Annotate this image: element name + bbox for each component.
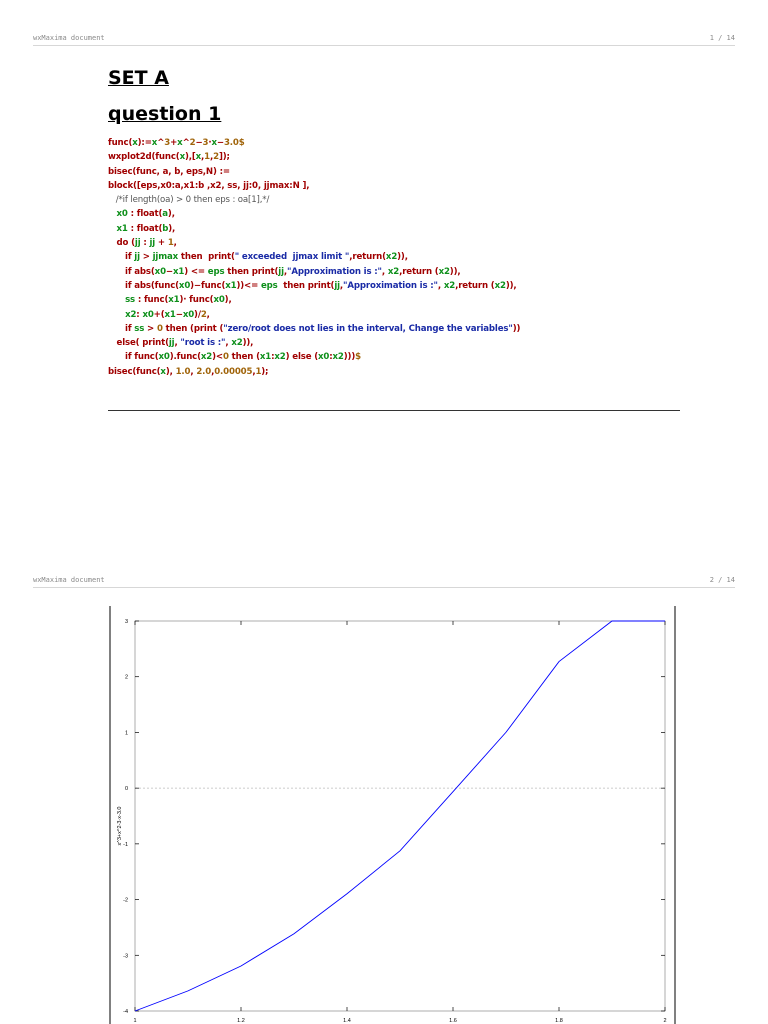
function-curve (135, 621, 665, 1011)
code-token: : func( (135, 295, 169, 306)
header-doc-name: wxMaxima document (33, 576, 105, 584)
code-token: x2 (231, 338, 243, 349)
code-token: − (165, 266, 173, 277)
code-token: "root is :" (180, 338, 226, 349)
code-token: : float( (127, 209, 163, 220)
code-token: ))<= (236, 280, 261, 291)
code-line (108, 179, 688, 193)
code-token: bisec(func, a, b, eps,N) := (108, 166, 230, 177)
code-divider (108, 410, 680, 411)
code-line (108, 293, 688, 307)
y-tick-label: -1 (123, 841, 128, 848)
code-token: x2 (274, 352, 286, 363)
code-token: − (175, 309, 183, 320)
code-token: )< (212, 352, 223, 363)
code-line (108, 222, 688, 236)
code-token: eps (260, 280, 278, 291)
code-token: jj (149, 238, 156, 249)
code-token: 1 (255, 366, 262, 377)
code-token: jj (134, 238, 141, 249)
code-token: block([eps,x0:a,x1:b ,x2, ss, jj:0, jjmax:N ], (108, 180, 310, 191)
plot-area-frame (135, 621, 665, 1011)
code-token: − (216, 138, 224, 148)
code-token: , (252, 366, 256, 377)
code-token: ]); (218, 152, 230, 163)
code-token: , (206, 309, 210, 320)
code-token: 3.0 (223, 138, 239, 148)
code-token: eps (207, 266, 225, 277)
code-token: if abs( (108, 266, 155, 277)
code-token: x (160, 366, 166, 377)
code-token: $ (238, 138, 245, 148)
code-token: , (174, 338, 181, 349)
header-page-number: 1 / 14 (709, 34, 735, 42)
code-line (108, 250, 688, 264)
code-token: if abs(func( (108, 280, 179, 291)
code-line (108, 236, 688, 250)
page-2-header (33, 575, 735, 588)
code-token: ); (261, 366, 269, 377)
code-token: else( print( (108, 338, 169, 349)
y-axis-label: x^3+x^2-3·x-3.0 (117, 806, 123, 846)
code-token: x (132, 138, 138, 148)
code-token: +( (153, 309, 165, 320)
code-token: jj (278, 266, 284, 277)
y-tick-label: 1 (124, 730, 128, 737)
code-token: if func( (108, 352, 159, 363)
y-tick-label: 2 (124, 674, 128, 681)
header-page-number: 2 / 14 (709, 576, 735, 584)
code-token: "Approximation is :" (287, 266, 382, 277)
x-tick-label: 2 (663, 1018, 667, 1024)
code-token: · (208, 138, 212, 148)
code-token: − (195, 138, 203, 148)
code-token: x (179, 152, 185, 163)
code-token: ) <= (184, 266, 208, 277)
code-line (108, 193, 688, 207)
section-title: SET A (108, 67, 169, 89)
maxima-code-block[interactable] (108, 136, 688, 379)
code-token: x2 (385, 252, 398, 263)
code-token: ), (224, 295, 232, 306)
code-token: 1 (167, 238, 174, 249)
code-token: )), (449, 266, 461, 277)
code-token: ^ (182, 138, 190, 148)
code-token: bisec(func( (108, 366, 161, 377)
code-token: )), (242, 338, 254, 349)
code-token: x1 (116, 223, 128, 234)
header-doc-name: wxMaxima document (33, 34, 105, 42)
code-token: jj (334, 280, 340, 291)
code-token: )· func( (179, 295, 214, 306)
code-token: , (437, 280, 444, 291)
code-line (108, 322, 688, 336)
code-token: x2 (125, 309, 137, 320)
code-token: ))) (343, 352, 356, 363)
code-token: x0 (154, 266, 166, 277)
code-token: ,return ( (399, 266, 439, 277)
code-token: > (139, 252, 153, 263)
code-token: x (195, 152, 202, 163)
code-token: , (381, 266, 388, 277)
code-token: a (162, 209, 168, 220)
code-token: 2 (213, 152, 219, 163)
code-token: x0 (182, 309, 195, 320)
code-token: /*if length(oa) > 0 then eps : oa[1],*/ (108, 195, 270, 206)
code-token: x2 (387, 266, 400, 277)
code-token: x0 (178, 280, 191, 291)
code-token: then ( (228, 352, 260, 363)
code-token: )−func( (190, 280, 226, 291)
code-token: , (210, 152, 214, 163)
code-token: 0 (222, 352, 229, 363)
x-tick-label: 1 (133, 1018, 137, 1024)
code-token: : (140, 238, 150, 249)
y-tick-label: -3 (123, 953, 128, 960)
code-token: then print( (178, 252, 235, 263)
code-token: x1 (259, 352, 272, 363)
code-token: x2 (494, 280, 506, 291)
page-1-header (33, 33, 735, 46)
x-tick-label: 1.2 (237, 1018, 245, 1024)
code-token: $ (355, 352, 361, 363)
code-token (108, 209, 117, 219)
code-token: x1 (164, 309, 176, 320)
code-token: x2 (443, 280, 456, 291)
y-tick-label: -2 (123, 897, 128, 904)
code-token: 0 (156, 323, 163, 334)
code-token: if (108, 252, 135, 263)
code-token: 1 (204, 152, 211, 163)
code-token: x (177, 138, 183, 148)
function-plot (100, 606, 680, 1024)
code-line (108, 365, 688, 379)
code-token: , (225, 338, 232, 349)
code-line (108, 308, 688, 322)
code-token (108, 310, 125, 320)
code-token: : (329, 352, 333, 363)
code-token: , (173, 238, 177, 249)
code-token: ), (165, 366, 176, 377)
code-token: 2 (200, 309, 207, 320)
code-token: x0 (142, 309, 154, 320)
code-token: )) (512, 323, 521, 334)
code-token: x2 (332, 352, 344, 363)
code-token: 2.0 (196, 366, 212, 377)
code-token: "Approximation is :" (343, 280, 438, 291)
code-token: ), (167, 209, 175, 220)
code-token: : (271, 352, 275, 363)
code-token: ss (134, 323, 145, 334)
code-token: 3 (164, 138, 171, 148)
code-token (108, 224, 117, 234)
y-tick-label: 0 (124, 786, 128, 793)
code-token: jj (134, 252, 140, 263)
code-token: )), (505, 280, 517, 291)
code-token: 2 (189, 138, 196, 148)
code-token: ) else ( (285, 352, 318, 363)
code-token: then print( (277, 280, 335, 291)
code-token: , (201, 152, 205, 163)
code-token: ss (125, 295, 135, 306)
x-tick-label: 1.6 (449, 1018, 457, 1024)
code-token: do ( (108, 238, 135, 249)
code-token: func( (108, 138, 133, 148)
x-tick-label: 1.4 (343, 1018, 351, 1024)
code-token: x0 (158, 352, 170, 363)
code-token: x2 (200, 352, 213, 363)
code-token: "zero/root does not lies in the interval, Change the variables" (223, 323, 513, 334)
code-token: ,return ( (455, 280, 495, 291)
code-token: x0 (318, 352, 330, 363)
code-line (108, 207, 688, 221)
code-token: x2 (438, 266, 450, 277)
code-token: b (162, 223, 169, 234)
y-tick-label: 3 (124, 619, 128, 625)
code-line (108, 350, 688, 364)
code-token: > (144, 323, 157, 334)
code-token: 0.00005 (214, 366, 253, 377)
code-token: , (283, 266, 288, 277)
code-token: wxplot2d(func( (108, 152, 180, 163)
code-token: : (136, 309, 143, 320)
code-token: ^ (157, 138, 165, 148)
code-token: , (339, 280, 344, 291)
code-token: , (211, 366, 215, 377)
code-line (108, 336, 688, 350)
code-token: )/ (194, 309, 201, 320)
code-line (108, 136, 688, 150)
code-token: ), (168, 223, 176, 234)
code-token: then (print ( (162, 323, 224, 334)
code-token: jj (168, 338, 175, 349)
code-token: jjmax (152, 252, 179, 263)
code-token: ,return( (349, 252, 386, 263)
code-token: x0 (116, 209, 128, 220)
code-token: ):= (137, 138, 152, 148)
code-token: 3 (202, 138, 209, 148)
code-line (108, 150, 688, 164)
code-token: x1 (225, 280, 237, 291)
code-line (108, 279, 688, 293)
code-line (108, 265, 688, 279)
code-token: )), (397, 252, 408, 263)
y-tick-label: -4 (123, 1009, 128, 1015)
x-tick-label: 1.8 (555, 1018, 563, 1024)
code-token: " exceeded jjmax limit " (234, 252, 350, 263)
code-token: x1 (172, 266, 185, 277)
code-token: x1 (168, 295, 180, 306)
code-token (108, 295, 125, 305)
code-token: 1.0 (175, 366, 191, 377)
code-token: if (108, 323, 135, 334)
code-token: x (151, 138, 158, 148)
code-token: x (211, 138, 217, 148)
code-line (108, 165, 688, 179)
code-token: ),[ (184, 152, 196, 163)
code-token: then print( (224, 266, 279, 277)
question-title: question 1 (108, 103, 222, 125)
code-token: + (155, 238, 168, 249)
code-token: , (190, 366, 197, 377)
code-token: ).func( (169, 352, 201, 363)
code-token: : float( (127, 223, 163, 234)
code-token: x0 (213, 295, 225, 306)
code-token: + (170, 138, 178, 148)
